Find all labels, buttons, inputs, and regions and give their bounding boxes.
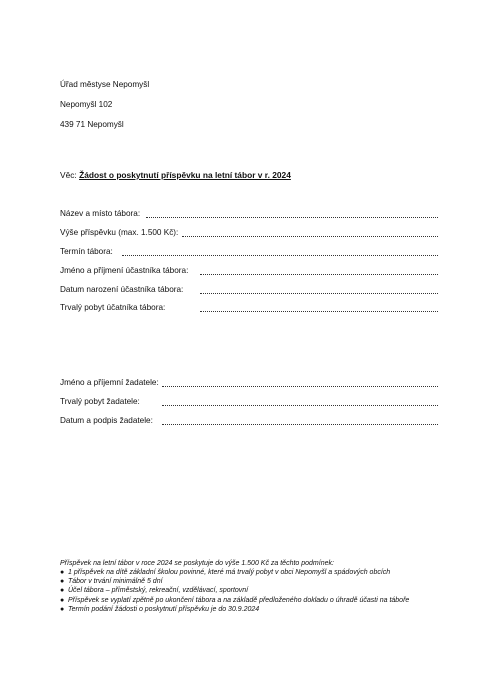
fill-line bbox=[200, 311, 438, 312]
condition-text: Tábor v trvání minimálně 5 dní bbox=[68, 578, 163, 586]
field-applicant-residence bbox=[60, 397, 438, 409]
field-label: Termín tábora: bbox=[60, 247, 113, 256]
bullet-icon: ● bbox=[60, 569, 65, 576]
recipient-street: Nepomyšl 102 bbox=[60, 100, 113, 109]
subject-label: Věc: bbox=[60, 170, 77, 180]
fill-line bbox=[162, 424, 438, 425]
field-label: Trvalý pobyt účatníka tábora: bbox=[60, 303, 166, 312]
bullet-icon: ● bbox=[60, 605, 65, 613]
subject-line bbox=[60, 170, 291, 180]
list-item bbox=[60, 606, 460, 613]
field-label: Výše příspěvku (max. 1.500 Kč): bbox=[60, 228, 179, 237]
field-participant-name bbox=[60, 266, 438, 278]
field-label: Datum a podpis žadatele: bbox=[60, 416, 153, 425]
condition-text: Účel tábora – příměstský, rekreační, vzdělávací, sportovní bbox=[68, 587, 249, 595]
field-camp-name-place bbox=[60, 209, 438, 221]
field-contribution-amount bbox=[60, 228, 438, 240]
bullet-icon: ● bbox=[60, 596, 65, 604]
field-label: Jméno a příjemní žadatele: bbox=[60, 378, 159, 387]
field-label: Datum narození účastníka tábora: bbox=[60, 285, 184, 294]
fill-line bbox=[200, 274, 438, 275]
list-item bbox=[60, 597, 460, 604]
conditions-list bbox=[60, 569, 460, 613]
conditions-intro: Příspěvek na letní tábor v roce 2024 se poskytuje do výše 1.500 Kč za těchto podmínek: bbox=[60, 560, 334, 567]
condition-text: 1 příspěvek na dítě základní školou povinné, které má trvalý pobyt v obci Nepomyšl a spádových obcích bbox=[68, 569, 391, 576]
fill-line bbox=[146, 217, 438, 218]
conditions-note bbox=[60, 560, 460, 615]
field-participant-birthdate bbox=[60, 285, 438, 297]
condition-text: Příspěvek se vyplatí zpětně po ukončení tábora a na základě předloženého dokladu o úhradě účasti na táboře bbox=[68, 596, 410, 604]
bullet-icon: ● bbox=[60, 578, 65, 586]
fill-line bbox=[162, 405, 438, 406]
recipient-postcode-city: 439 71 Nepomyšl bbox=[60, 120, 124, 129]
fill-line bbox=[182, 236, 438, 237]
fill-line bbox=[122, 255, 438, 256]
fill-line bbox=[162, 386, 438, 387]
field-applicant-name bbox=[60, 378, 438, 390]
field-applicant-date-signature bbox=[60, 416, 438, 428]
field-label: Jméno a příjmení účastníka tábora: bbox=[60, 266, 189, 275]
list-item bbox=[60, 587, 460, 594]
subject-text: Žádost o poskytnutí příspěvku na letní tábor v r. 2024 bbox=[79, 170, 291, 180]
condition-text: Termín podání žádosti o poskytnutí příspěvku je do 30.9.2024 bbox=[68, 605, 260, 613]
list-item bbox=[60, 578, 460, 585]
field-camp-dates bbox=[60, 247, 438, 259]
field-participant-residence bbox=[60, 303, 438, 315]
recipient-office: Úřad městyse Nepomyšl bbox=[60, 80, 150, 89]
list-item bbox=[60, 569, 460, 576]
bullet-icon: ● bbox=[60, 587, 65, 595]
fill-line bbox=[200, 293, 438, 294]
field-label: Název a místo tábora: bbox=[60, 209, 141, 218]
field-label: Trvalý pobyt žadatele: bbox=[60, 397, 140, 406]
